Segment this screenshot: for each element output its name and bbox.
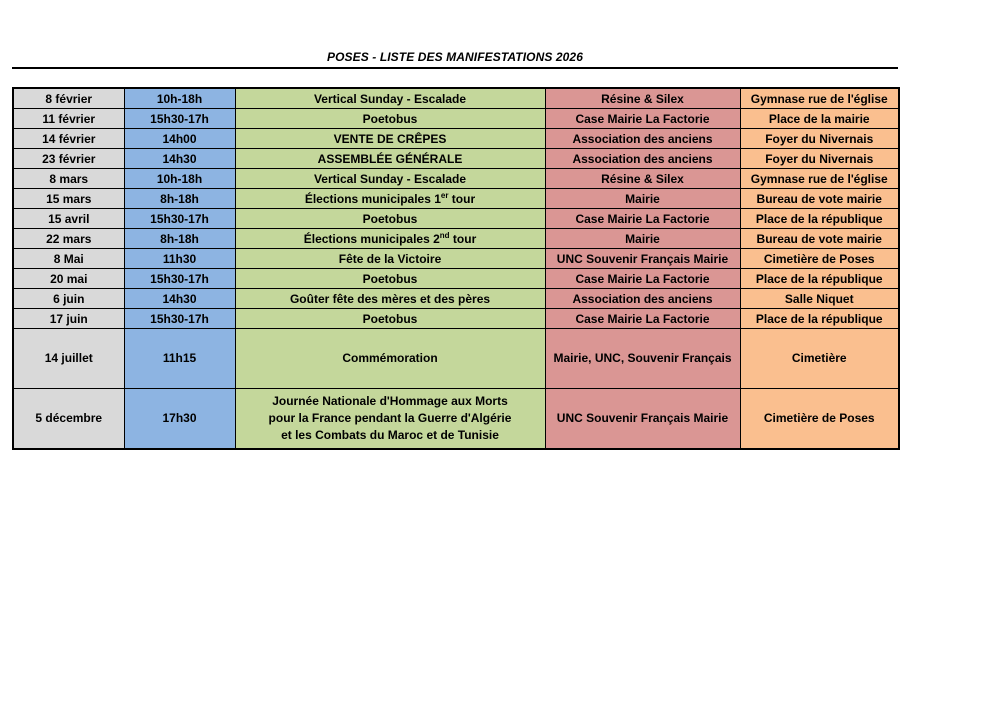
place-cell: Bureau de vote mairie (740, 229, 899, 249)
organizer-cell: Case Mairie La Factorie (545, 109, 740, 129)
time-cell: 8h-18h (124, 229, 235, 249)
date-cell: 8 mars (13, 169, 124, 189)
place-cell: Place de la république (740, 269, 899, 289)
organizer-cell: Résine & Silex (545, 88, 740, 109)
date-cell: 23 février (13, 149, 124, 169)
event-cell (235, 189, 545, 209)
time-cell: 11h15 (124, 329, 235, 389)
organizer-cell: UNC Souvenir Français Mairie (545, 389, 740, 450)
table-row (13, 88, 899, 109)
organizer-cell: Case Mairie La Factorie (545, 309, 740, 329)
place-cell: Place de la mairie (740, 109, 899, 129)
table-row (13, 209, 899, 229)
date-cell: 14 juillet (13, 329, 124, 389)
event-cell: VENTE DE CRÊPES (235, 129, 545, 149)
event-cell (235, 389, 545, 450)
event-cell: Vertical Sunday - Escalade (235, 169, 545, 189)
time-cell: 10h-18h (124, 88, 235, 109)
ordinal-superscript: nd (439, 230, 450, 240)
event-line: pour la France pendant la Guerre d'Algérie (268, 411, 512, 425)
event-text: Élections municipales 2 (303, 231, 440, 246)
document-title: POSES - LISTE DES MANIFESTATIONS 2026 (327, 50, 583, 64)
date-cell: 15 avril (13, 209, 124, 229)
time-cell: 15h30-17h (124, 309, 235, 329)
time-cell: 10h-18h (124, 169, 235, 189)
time-cell: 15h30-17h (124, 209, 235, 229)
date-cell: 11 février (13, 109, 124, 129)
table-row (13, 249, 899, 269)
place-cell: Cimetière (740, 329, 899, 389)
time-cell: 14h30 (124, 289, 235, 309)
events-table (12, 87, 900, 450)
table-row (13, 129, 899, 149)
organizer-cell: UNC Souvenir Français Mairie (545, 249, 740, 269)
title-underline (12, 67, 898, 69)
organizer-cell: Case Mairie La Factorie (545, 209, 740, 229)
organizer-cell: Case Mairie La Factorie (545, 269, 740, 289)
organizer-cell: Mairie (545, 229, 740, 249)
place-cell: Foyer du Nivernais (740, 149, 899, 169)
organizer-cell: Résine & Silex (545, 169, 740, 189)
place-cell: Gymnase rue de l'église (740, 88, 899, 109)
time-cell: 15h30-17h (124, 269, 235, 289)
table-row (13, 169, 899, 189)
event-cell: Poetobus (235, 209, 545, 229)
event-cell: Poetobus (235, 269, 545, 289)
organizer-cell: Association des anciens (545, 129, 740, 149)
table-row (13, 229, 899, 249)
time-cell: 14h30 (124, 149, 235, 169)
event-line: Journée Nationale d'Hommage aux Morts (272, 394, 508, 408)
place-cell: Cimetière de Poses (740, 249, 899, 269)
date-cell: 8 février (13, 88, 124, 109)
date-cell: 5 décembre (13, 389, 124, 450)
date-cell: 20 mai (13, 269, 124, 289)
event-cell: ASSEMBLÉE GÉNÉRALE (235, 149, 545, 169)
event-cell: Vertical Sunday - Escalade (235, 88, 545, 109)
time-cell: 17h30 (124, 389, 235, 450)
date-cell: 14 février (13, 129, 124, 149)
event-cell: Poetobus (235, 309, 545, 329)
date-cell: 17 juin (13, 309, 124, 329)
table-row (13, 289, 899, 309)
event-line: et les Combats du Maroc et de Tunisie (281, 428, 499, 442)
event-cell: Poetobus (235, 109, 545, 129)
organizer-cell: Association des anciens (545, 289, 740, 309)
event-cell: Commémoration (235, 329, 545, 389)
event-cell: Goûter fête des mères et des pères (235, 289, 545, 309)
date-cell: 8 Mai (13, 249, 124, 269)
event-text-suffix: tour (449, 231, 477, 246)
time-cell: 8h-18h (124, 189, 235, 209)
place-cell: Place de la république (740, 209, 899, 229)
event-cell (235, 229, 545, 249)
place-cell: Bureau de vote mairie (740, 189, 899, 209)
event-text-suffix: tour (448, 191, 476, 206)
place-cell: Foyer du Nivernais (740, 129, 899, 149)
place-cell: Gymnase rue de l'église (740, 169, 899, 189)
organizer-cell: Mairie (545, 189, 740, 209)
date-cell: 6 juin (13, 289, 124, 309)
table-row (13, 109, 899, 129)
table-row (13, 329, 899, 389)
table-row (13, 149, 899, 169)
event-cell: Fête de la Victoire (235, 249, 545, 269)
place-cell: Place de la république (740, 309, 899, 329)
event-text: Élections municipales 1 (304, 191, 441, 206)
time-cell: 14h00 (124, 129, 235, 149)
date-cell: 22 mars (13, 229, 124, 249)
ordinal-superscript: er (440, 190, 449, 200)
organizer-cell: Association des anciens (545, 149, 740, 169)
table-row (13, 269, 899, 289)
time-cell: 11h30 (124, 249, 235, 269)
table-row (13, 309, 899, 329)
place-cell: Cimetière de Poses (740, 389, 899, 450)
table-row (13, 189, 899, 209)
date-cell: 15 mars (13, 189, 124, 209)
organizer-cell: Mairie, UNC, Souvenir Français (545, 329, 740, 389)
time-cell: 15h30-17h (124, 109, 235, 129)
table-row (13, 389, 899, 450)
place-cell: Salle Niquet (740, 289, 899, 309)
